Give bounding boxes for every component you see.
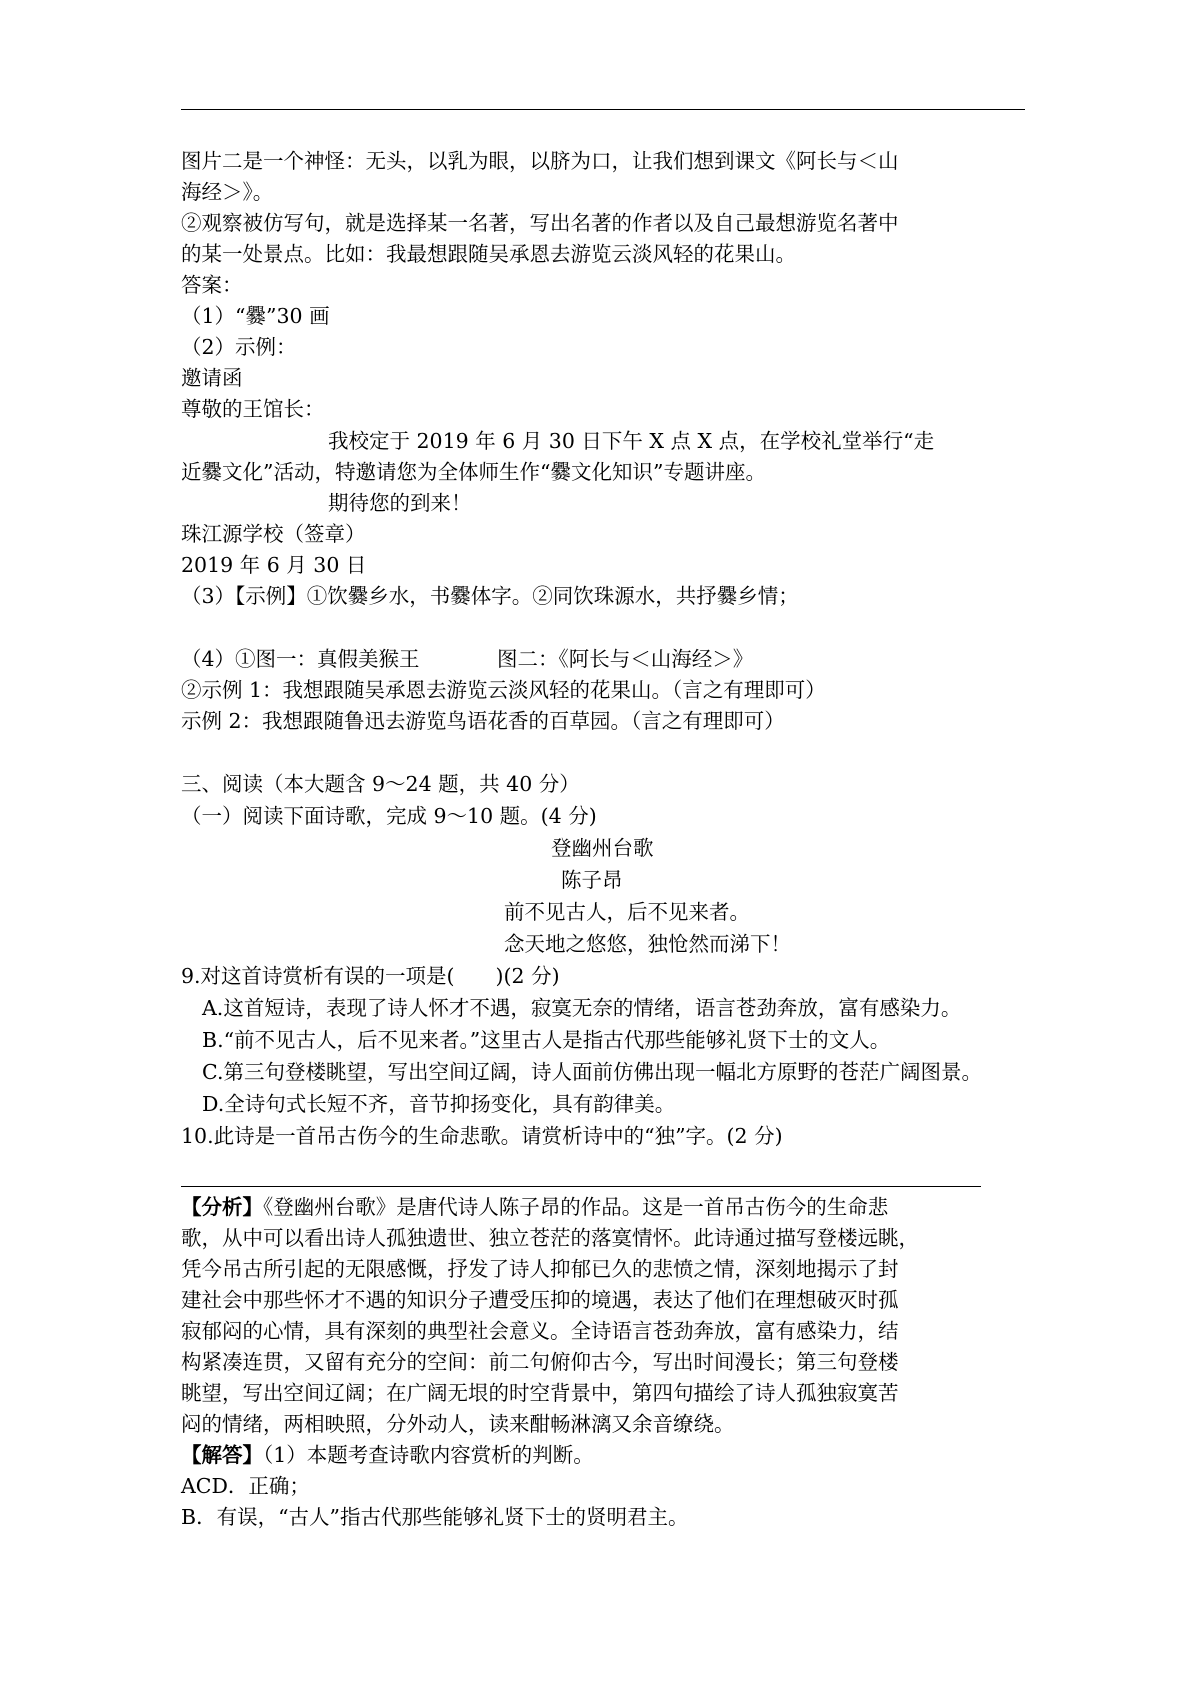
- answer-blank-line: [181, 1186, 981, 1187]
- text-line: 我校定于 2019 年 6 月 30 日下午 X 点 X 点，在学校礼堂举行“走: [328, 429, 935, 453]
- option-c: C.第三句登楼眺望，写出空间辽阔，诗人面前仿佛出现一幅北方原野的苍茫广阔图景。: [202, 1060, 982, 1084]
- text-line: 近爨文化”活动，特邀请您为全体师生作“爨文化知识”专题讲座。: [181, 460, 766, 484]
- text-line: 邀请函: [181, 366, 243, 390]
- text-line: 期待您的到来！: [328, 491, 472, 515]
- text-line: （一）阅读下面诗歌，完成 9～10 题。(4 分): [181, 804, 597, 828]
- option-b: B.“前不见古人，后不见来者。”这里古人是指古代那些能够礼贤下士的文人。: [202, 1028, 891, 1052]
- analysis-line: 寂郁闷的心情，具有深刻的典型社会意义。全诗语言苍劲奔放，富有感染力，结: [181, 1319, 899, 1343]
- answer-line: B．有误，“古人”指古代那些能够礼贤下士的贤明君主。: [181, 1505, 689, 1529]
- text-line: （1）“爨”30 画: [181, 304, 330, 328]
- text-line: 海经＞》。: [181, 180, 274, 204]
- text-line: （3）【示例】①饮爨乡水，书爨体字。②同饮珠源水，共抒爨乡情；: [181, 584, 799, 608]
- text-line: 图片二是一个神怪：无头，以乳为眼，以脐为口，让我们想到课文《阿长与＜山: [181, 149, 899, 173]
- text-line: 示例 2：我想跟随鲁迅去游览鸟语花香的百草园。（言之有理即可）: [181, 709, 785, 733]
- analysis-tag: 【分析】: [181, 1195, 263, 1219]
- analysis-line: 歌，从中可以看出诗人孤独遗世、独立苍茫的落寞情怀。此诗通过描写登楼远眺，: [181, 1226, 919, 1250]
- analysis-line: 建社会中那些怀才不遇的知识分子遭受压抑的境遇，表达了他们在理想破灭时孤: [181, 1288, 899, 1312]
- text-line: 2019 年 6 月 30 日: [181, 553, 367, 577]
- section-heading: 三、阅读（本大题含 9～24 题，共 40 分）: [181, 772, 580, 796]
- text-line: （2）示例：: [181, 335, 297, 359]
- question-9: 9.对这首诗赏析有误的一项是( )(2 分): [181, 964, 560, 988]
- text-line: ②观察被仿写句，就是选择某一名著，写出名著的作者以及自己最想游览名著中: [181, 211, 899, 235]
- analysis-text: 《登幽州台歌》是唐代诗人陈子昂的作品。这是一首吊古伤今的生命悲: [263, 1195, 889, 1219]
- header-rule: [181, 109, 1025, 110]
- answer-tag: 【解答】: [181, 1443, 263, 1467]
- poem-author: 陈子昂: [561, 868, 623, 892]
- text-line: 珠江源学校（签章）: [181, 522, 366, 546]
- text-line: ②示例 1：我想跟随吴承恩去游览云淡风轻的花果山。（言之有理即可）: [181, 678, 826, 702]
- answer-line: [181, 1445, 594, 1466]
- analysis-line: 眺望，写出空间辽阔；在广阔无垠的时空背景中，第四句描绘了诗人孤独寂寞苦: [181, 1381, 899, 1405]
- analysis-line: 闷的情绪，两相映照，分外动人，读来酣畅淋漓又余音缭绕。: [181, 1412, 735, 1436]
- answer-text: （1）本题考查诗歌内容赏析的判断。: [263, 1443, 594, 1467]
- text-line: 尊敬的王馆长：: [181, 397, 325, 421]
- answer-line: ACD．正确；: [181, 1474, 310, 1498]
- poem-line: 前不见古人，后不见来者。: [504, 900, 750, 924]
- option-a: A.这首短诗，表现了诗人怀才不遇，寂寞无奈的情绪，语言苍劲奔放，富有感染力。: [202, 996, 962, 1020]
- text-line: 图二：《阿长与＜山海经＞》: [497, 647, 754, 671]
- text-line: 答案：: [181, 273, 243, 297]
- analysis-line: 构紧凑连贯，又留有充分的空间：前二句俯仰古今，写出时间漫长；第三句登楼: [181, 1350, 899, 1374]
- analysis-line: [181, 1197, 888, 1218]
- question-10: 10.此诗是一首吊古伤今的生命悲歌。请赏析诗中的“独”字。(2 分): [181, 1124, 783, 1148]
- poem-line: 念天地之悠悠，独怆然而涕下！: [504, 932, 791, 956]
- text-line: （4）①图一：真假美猴王: [181, 647, 420, 671]
- poem-title: 登幽州台歌: [551, 836, 654, 860]
- text-line: 的某一处景点。比如：我最想跟随吴承恩去游览云淡风轻的花果山。: [181, 242, 796, 266]
- option-d: D.全诗句式长短不齐，音节抑扬变化，具有韵律美。: [202, 1092, 676, 1116]
- analysis-line: 凭今吊古所引起的无限感慨，抒发了诗人抑郁已久的悲愤之情，深刻地揭示了封: [181, 1257, 899, 1281]
